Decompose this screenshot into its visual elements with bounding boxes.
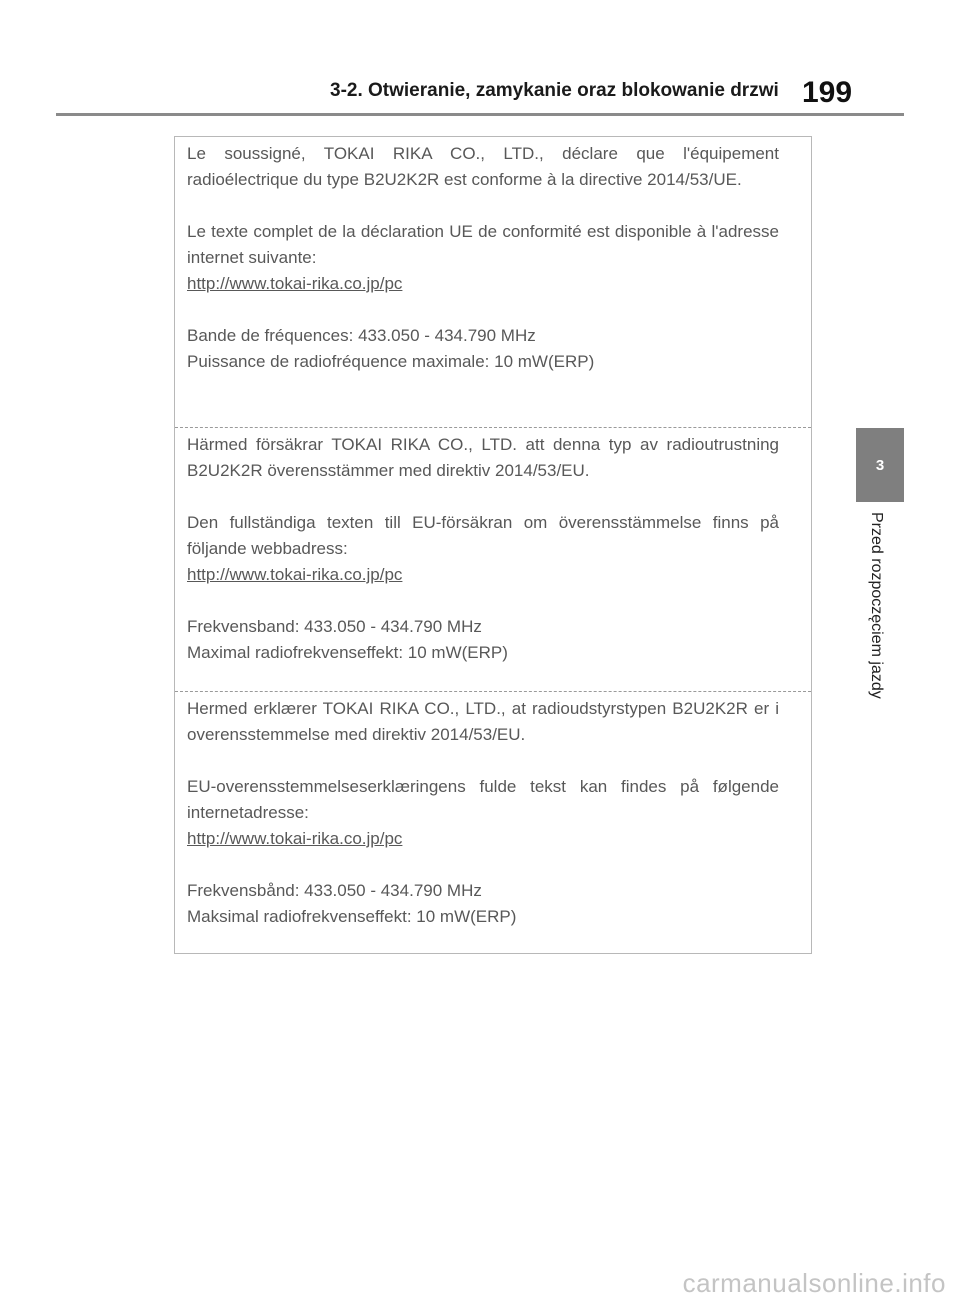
section-header-title: 3-2. Otwieranie, zamykanie oraz blokowanie drzwi bbox=[330, 80, 779, 101]
declaration-section-danish bbox=[175, 691, 811, 953]
declaration-availability bbox=[187, 774, 779, 852]
declaration-specs bbox=[187, 614, 779, 666]
declaration-link[interactable]: http://www.tokai-rika.co.jp/pc bbox=[187, 274, 403, 293]
declaration-specs bbox=[187, 323, 779, 375]
declaration-section-french bbox=[175, 137, 811, 427]
max-power: Maximal radiofrekvenseffekt: 10 mW(ERP) bbox=[187, 643, 508, 662]
declaration-specs bbox=[187, 878, 779, 930]
declaration-statement: Härmed försäkrar TOKAI RIKA CO., LTD. att denna typ av radioutrustning B2U2K2R överensstämmer med direktiv 2014/53/EU. bbox=[187, 435, 779, 480]
availability-text: Le texte complet de la déclaration UE de conformité est disponible à l'adresse internet suivante: bbox=[187, 222, 779, 267]
max-power: Maksimal radiofrekvenseffekt: 10 mW(ERP) bbox=[187, 907, 517, 926]
max-power: Puissance de radiofréquence maximale: 10 mW(ERP) bbox=[187, 352, 595, 371]
declaration-statement: Le soussigné, TOKAI RIKA CO., LTD., déclare que l'équipement radioélectrique du type B2U2K2R est conforme à la directive 2014/53/UE. bbox=[187, 144, 779, 189]
frequency-band: Bande de fréquences: 433.050 - 434.790 MHz bbox=[187, 326, 536, 345]
site-watermark: carmanualsonline.info bbox=[682, 1268, 946, 1298]
frequency-band: Frekvensband: 433.050 - 434.790 MHz bbox=[187, 617, 482, 636]
declaration-section-swedish bbox=[175, 427, 811, 691]
declaration-availability bbox=[187, 510, 779, 588]
availability-text: Den fullständiga texten till EU-försäkran om överensstämmelse finns på följande webbadress: bbox=[187, 513, 779, 558]
declaration-box bbox=[174, 136, 812, 954]
declaration-link[interactable]: http://www.tokai-rika.co.jp/pc bbox=[187, 565, 403, 584]
chapter-title-vertical: Przed rozpoczęciem jazdy bbox=[868, 512, 885, 699]
availability-text: EU-overensstemmelseserklæringens fulde tekst kan findes på følgende internetadresse: bbox=[187, 777, 779, 822]
chapter-tab[interactable]: 3 bbox=[856, 428, 904, 502]
page-number: 199 bbox=[802, 76, 853, 109]
declaration-link[interactable]: http://www.tokai-rika.co.jp/pc bbox=[187, 829, 403, 848]
frequency-band: Frekvensbånd: 433.050 - 434.790 MHz bbox=[187, 881, 482, 900]
declaration-statement: Hermed erklærer TOKAI RIKA CO., LTD., at radioudstyrstypen B2U2K2R er i overensstemmelse med direktiv 2014/53/EU. bbox=[187, 699, 779, 744]
header-divider bbox=[56, 113, 904, 116]
declaration-availability bbox=[187, 219, 779, 297]
